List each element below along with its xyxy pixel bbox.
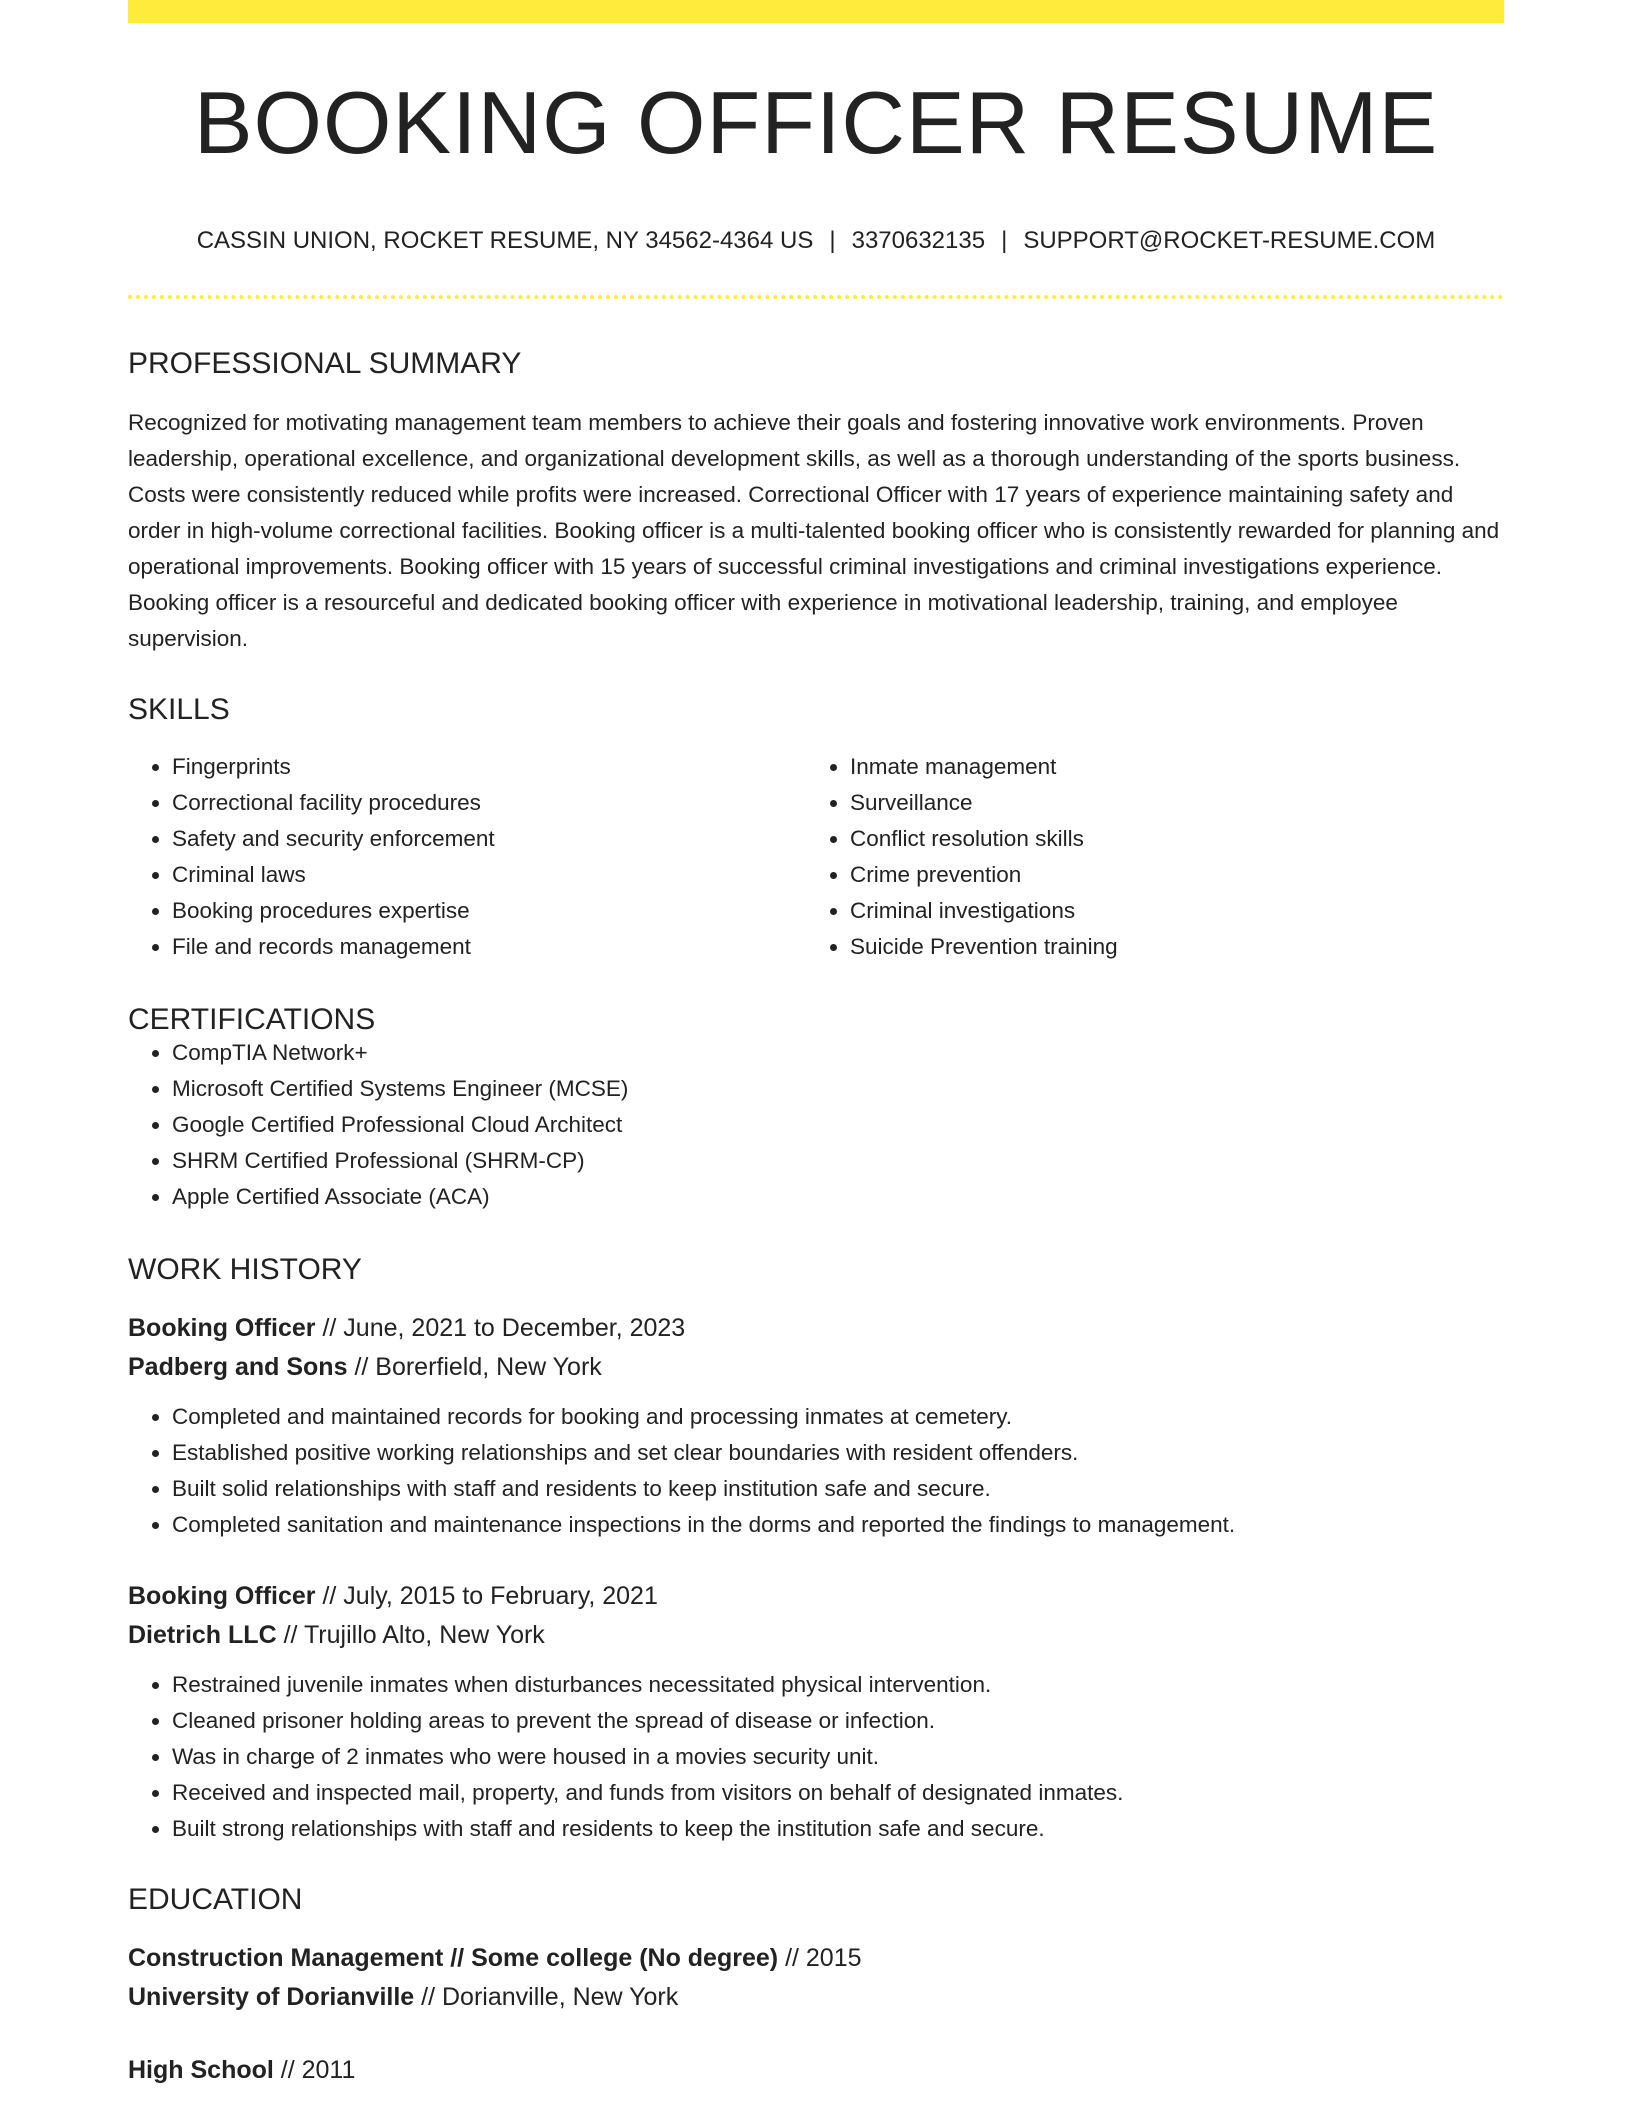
work-history-heading: WORK HISTORY bbox=[128, 1253, 362, 1286]
job-duty: • Cleaned prisoner holding areas to prevent the spread of disease or infection. bbox=[172, 1703, 1504, 1739]
job-entry bbox=[128, 1309, 1504, 1543]
job-duty: • Built solid relationships with staff and residents to keep institution safe and secure. bbox=[172, 1471, 1504, 1507]
skill-item: • Criminal laws bbox=[172, 857, 806, 893]
education-location: // Dorianville, New York bbox=[421, 1983, 679, 2011]
education-entry bbox=[128, 1939, 1504, 2017]
job-dates: // June, 2021 to December, 2023 bbox=[322, 1314, 686, 1342]
resume-page bbox=[128, 0, 1504, 2090]
job-duties-list bbox=[128, 1667, 1504, 1847]
skills-list-left bbox=[128, 749, 806, 965]
job-duty: • Restrained juvenile inmates when disturbances necessitated physical intervention. bbox=[172, 1667, 1504, 1703]
skill-item: • File and records management bbox=[172, 929, 806, 965]
job-duties-list bbox=[128, 1399, 1504, 1543]
skill-item: • Booking procedures expertise bbox=[172, 893, 806, 929]
job-entry bbox=[128, 1577, 1504, 1847]
job-location: // Trujillo Alto, New York bbox=[283, 1621, 545, 1649]
education-degree: High School bbox=[128, 2056, 274, 2084]
certifications-heading: CERTIFICATIONS bbox=[128, 1003, 376, 1036]
certification-item: • Apple Certified Associate (ACA) bbox=[172, 1179, 1504, 1215]
skill-item: • Inmate management bbox=[850, 749, 1484, 785]
dotted-divider bbox=[128, 295, 1504, 299]
contact-address: CASSIN UNION, ROCKET RESUME, NY 34562-4364 US bbox=[196, 227, 814, 254]
job-dates: // July, 2015 to February, 2021 bbox=[322, 1582, 658, 1610]
skill-item: • Conflict resolution skills bbox=[850, 821, 1484, 857]
education-year: // 2011 bbox=[280, 2056, 356, 2084]
certification-item: • Google Certified Professional Cloud Architect bbox=[172, 1107, 1504, 1143]
job-duty: • Built strong relationships with staff and residents to keep the institution safe and secure. bbox=[172, 1811, 1504, 1847]
education-school-line bbox=[128, 1978, 1504, 2017]
contact-email: SUPPORT@ROCKET-RESUME.COM bbox=[1023, 227, 1436, 254]
skills-column-left bbox=[128, 749, 806, 965]
skills-heading: SKILLS bbox=[128, 693, 230, 726]
skills-list-right bbox=[806, 749, 1484, 965]
resume-title: BOOKING OFFICER RESUME bbox=[193, 73, 1439, 172]
certification-item: • CompTIA Network+ bbox=[172, 1035, 1504, 1071]
contact-phone: 3370632135 bbox=[851, 227, 986, 254]
skill-item: • Surveillance bbox=[850, 785, 1484, 821]
summary-text: Recognized for motivating management team members to achieve their goals and fostering innovative work environments. Proven leadership, operational excellence, and organizational development skills, as well as a thorough understanding of the sports business. Costs were consistently reduced while profits were increased. Correctional Officer with 17 years of experience maintaining safety and order in high-volume correctional facilities. Booking officer is a multi-talented booking officer who is consistently rewarded for planning and operational improvements. Booking officer with 15 years of successful criminal investigations and criminal investigations experience. Booking officer is a resourceful and dedicated booking officer with experience in motivational leadership, training, and employee supervision. bbox=[128, 410, 1500, 651]
job-company: Dietrich LLC bbox=[128, 1621, 277, 1649]
skill-item: • Suicide Prevention training bbox=[850, 929, 1484, 965]
job-company-line bbox=[128, 1616, 1504, 1655]
job-duty: • Completed sanitation and maintenance inspections in the dorms and reported the findings to management. bbox=[172, 1507, 1504, 1543]
skill-item: • Safety and security enforcement bbox=[172, 821, 806, 857]
skill-item: • Correctional facility procedures bbox=[172, 785, 806, 821]
skill-item: • Fingerprints bbox=[172, 749, 806, 785]
education-degree-line bbox=[128, 1939, 1504, 1978]
contact-separator: | bbox=[829, 227, 836, 254]
job-duty: • Completed and maintained records for booking and processing inmates at cemetery. bbox=[172, 1399, 1504, 1435]
contact-line bbox=[128, 229, 1504, 253]
certifications-list bbox=[128, 1035, 1504, 1215]
job-company: Padberg and Sons bbox=[128, 1353, 348, 1381]
skill-item: • Criminal investigations bbox=[850, 893, 1484, 929]
skill-item: • Crime prevention bbox=[850, 857, 1484, 893]
job-duty: • Established positive working relationships and set clear boundaries with resident offenders. bbox=[172, 1435, 1504, 1471]
education-year: // 2015 bbox=[785, 1944, 862, 1972]
education-entry bbox=[128, 2051, 1504, 2090]
education-degree: Construction Management // Some college (No degree) bbox=[128, 1944, 779, 1972]
skills-grid bbox=[128, 749, 1504, 965]
certification-item: • SHRM Certified Professional (SHRM-CP) bbox=[172, 1143, 1504, 1179]
job-company-line bbox=[128, 1348, 1504, 1387]
top-accent-bar bbox=[128, 0, 1504, 23]
education-degree-line bbox=[128, 2051, 1504, 2090]
job-location: // Borerfield, New York bbox=[354, 1353, 602, 1381]
job-title-line bbox=[128, 1309, 1504, 1348]
certification-item: • Microsoft Certified Systems Engineer (MCSE) bbox=[172, 1071, 1504, 1107]
job-title: Booking Officer bbox=[128, 1582, 316, 1610]
job-title: Booking Officer bbox=[128, 1314, 316, 1342]
job-duty: • Was in charge of 2 inmates who were housed in a movies security unit. bbox=[172, 1739, 1504, 1775]
skills-column-right bbox=[806, 749, 1484, 965]
education-school: University of Dorianville bbox=[128, 1983, 415, 2011]
contact-separator: | bbox=[1001, 227, 1008, 254]
job-title-line bbox=[128, 1577, 1504, 1616]
education-heading: EDUCATION bbox=[128, 1883, 303, 1916]
job-duty: • Received and inspected mail, property, and funds from visitors on behalf of designated inmates. bbox=[172, 1775, 1504, 1811]
summary-heading: PROFESSIONAL SUMMARY bbox=[128, 347, 522, 380]
